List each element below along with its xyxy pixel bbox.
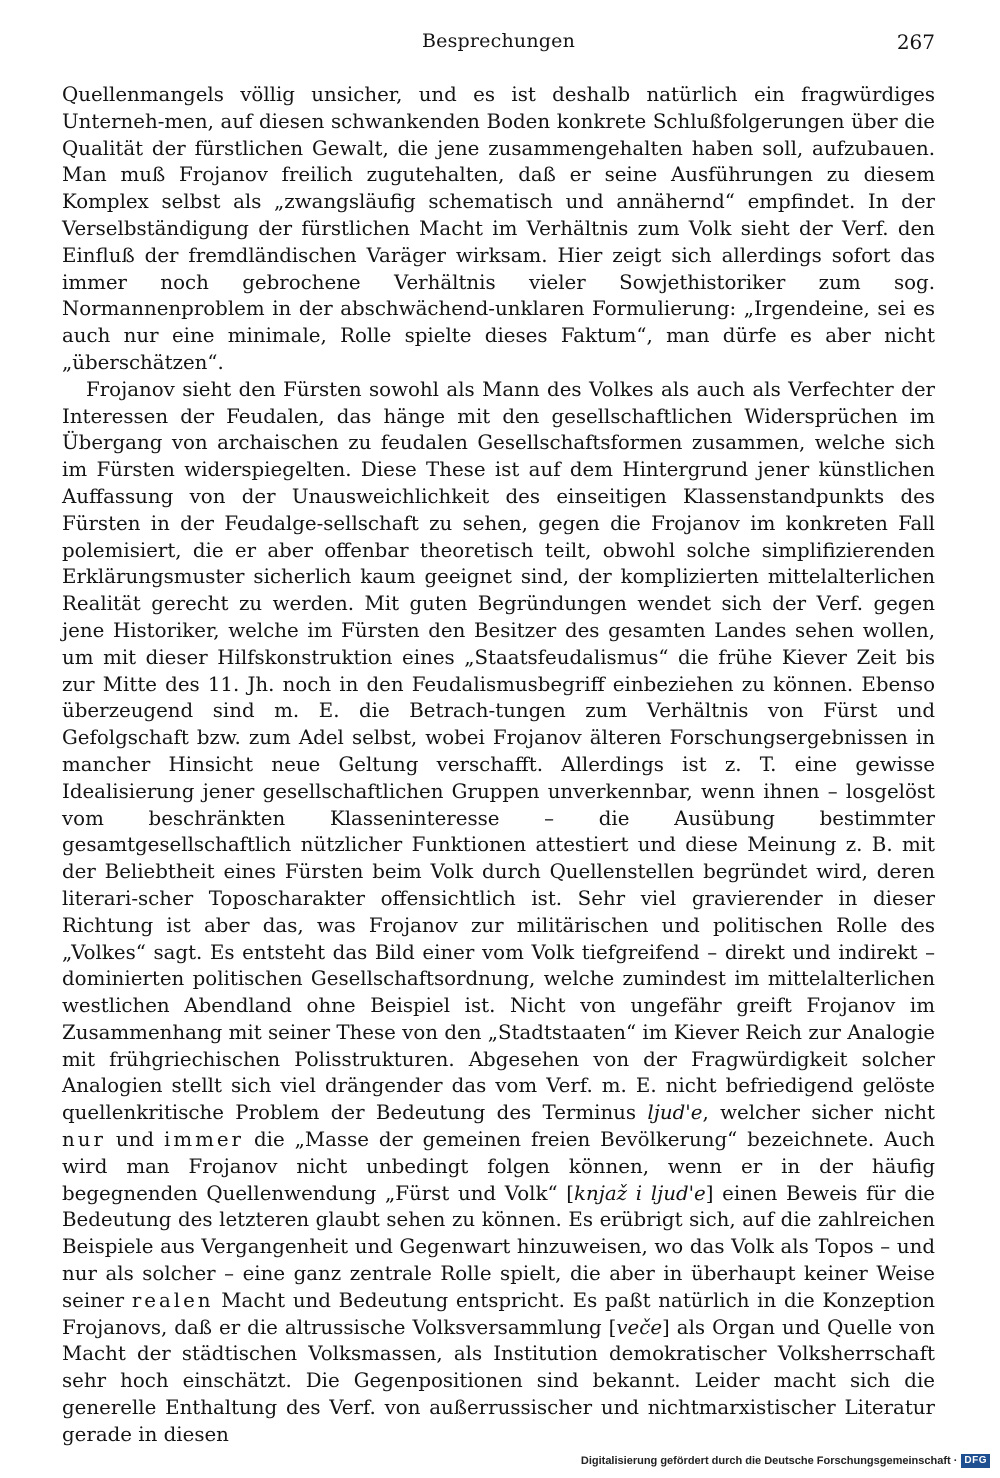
text-run: Macht und Bedeutung entspricht. Es paßt natürlich in die Konzeption Frojanovs, daß er die altrussische Volksversammlung [	[62, 1288, 935, 1339]
page-header	[62, 30, 935, 56]
digitization-footer	[581, 1452, 990, 1470]
text-run: ] als Organ und Quelle von Macht der städtischen Volksmassen, als Institution demokratischer Volksherrschaft sehr hoch einschätzt. Die Gegenpositionen sind bekannt. Leider macht sich die generelle Enthaltung des Verf. von außerrussischer und nichtmarxistischer Literatur gerade in diesen	[62, 1315, 935, 1446]
italic-term-knjaz-i-ljude: knjaž i ljud'e	[573, 1181, 706, 1205]
paragraph	[62, 82, 935, 377]
page-number: 267	[896, 30, 935, 54]
text-run: Frojanov sieht den Fürsten sowohl als Mann des Volkes als auch als Verfechter der Interessen der Feudalen, das hänge mit den gesellschaftlichen Widersprüchen im Übergang von archaischen zu feudalen Gesellschaftsformen zusammen, welche sich im Fürsten widerspiegelten. Diese These ist auf dem Hintergrund jener künstlichen Auffassung von der Unausweichlichkeit des einseitigen Klassenstandpunkts des Fürsten in der Feudalge-sellschaft zu sehen, gegen die Frojanov im konkreten Fall polemisiert, die er aber offenbar theoretisch teilt, obwohl solche simplifizierenden Erklärungsmuster sicherlich kaum geeignet sind, der komplizierten mittelalterlichen Realität gerecht zu werden. Mit guten Begründungen wendet sich der Verf. gegen jene Historiker, welche im Fürsten den Besitzer des gesamten Landes sehen wollen, um mit dieser Hilfskonstruktion eines „Staatsfeudalismus“ die frühe Kiever Zeit bis zur Mitte des 11. Jh. noch in den Feudalismusbegriff einbeziehen zu können. Ebenso überzeugend sind m. E. die Betrach-tungen zum Verhältnis von Fürst und Gefolgschaft bzw. zum Adel selbst, wobei Frojanov älteren Forschungsergebnissen in mancher Hinsicht neue Geltung verschafft. Allerdings ist z. T. eine gewisse Idealisierung jener gesellschaftlichen Gruppen unverkennbar, wenn ihnen – losgelöst vom beschränkten Klasseninteresse – die Ausübung bestimmter gesamtgesellschaftlich nützlicher Funktionen attestiert und diese Meinung z. B. mit der Beliebtheit eines Fürsten beim Volk durch Quellenstellen begründet wird, deren literari-scher Toposcharakter offensichtlich ist. Sehr viel gravierender in dieser Richtung ist aber das, was Frojanov zur militärischen und politischen Rolle des „Volkes“ sagt. Es entsteht das Bild einer vom Volk tiefgreifend – direkt und indirekt – dominierten politischen Gesellschaftsordnung, welche zumindest im mittelalterlichen westlichen Abendland ohne Beispiel ist. Nicht von ungefähr greift Frojanov im Zusammenhang mit seiner These von den „Stadtstaaten“ im Kiever Reich zur Analogie mit frühgriechischen Polisstrukturen. Abgesehen von der Fragwürdigkeit solcher Analogien stellt sich viel drängender das vom Verf. m. E. nicht befriedigend gelöste quellenkritische Problem der Bedeutung des Terminus	[62, 377, 935, 1125]
emphasis-immer: immer	[164, 1128, 245, 1152]
text-run: Quellenmangels völlig unsicher, und es ist deshalb natürlich ein fragwürdiges Unterneh-men, auf diesen schwankenden Boden konkrete Schlußfolgerungen über die Qualität der fürstlichen Gewalt, die jene zusammengehalten haben soll, aufzubauen. Man muß Frojanov freilich zugutehalten, daß er seine Ausführungen zu diesem Komplex selbst als „zwangsläufig schematisch und annähernd“ empfindet. In der Verselbständigung der fürstlichen Macht im Verhältnis zum Volk sieht der Verf. den Einfluß der fremdländischen Varäger wirksam. Hier zeigt sich allerdings sofort das immer noch gebrochene Verhältnis vieler Sowjethistoriker zum sog. Normannenproblem in der abschwächend-unklaren Formulierung: „Irgendeine, sei es auch nur eine minimale, Rolle spielte dieses Faktum“, man dürfe es aber nicht „überschätzen“.	[62, 83, 935, 374]
dfg-logo: DFG	[961, 1454, 990, 1468]
text-run: und	[105, 1128, 164, 1152]
text-run: , welcher sicher nicht	[702, 1101, 935, 1125]
body-text	[62, 82, 935, 1449]
text-run: die „Masse der gemeinen freien Bevölkerung“ bezeichnete. Auch wird man Frojanov nicht unbedingt folgen können, wenn er in der häufig begegnenden Quellenwendung „Fürst und Volk“ [	[62, 1128, 936, 1205]
italic-term-ljude: ljud'e	[647, 1101, 703, 1125]
running-head: Besprechungen	[421, 30, 576, 52]
paragraph	[62, 377, 935, 1449]
emphasis-realen: realen	[131, 1288, 214, 1312]
emphasis-nur: nur	[62, 1128, 106, 1152]
text-run: ] einen Beweis für die Bedeutung des letzteren glaubt sehen zu können. Es erübrigt sich, auf die zahlreichen Beispiele aus Vergangenheit und Gegenwart hinzuweisen, wo das Volk als Topos – und nur als solcher – eine ganz zentrale Rolle spielt, die aber in überhaupt keiner Weise seiner	[62, 1181, 935, 1312]
italic-term-vece: veče	[616, 1315, 663, 1339]
footer-credit: Digitalisierung gefördert durch die Deutsche Forschungsgemeinschaft ·	[580, 1455, 958, 1467]
